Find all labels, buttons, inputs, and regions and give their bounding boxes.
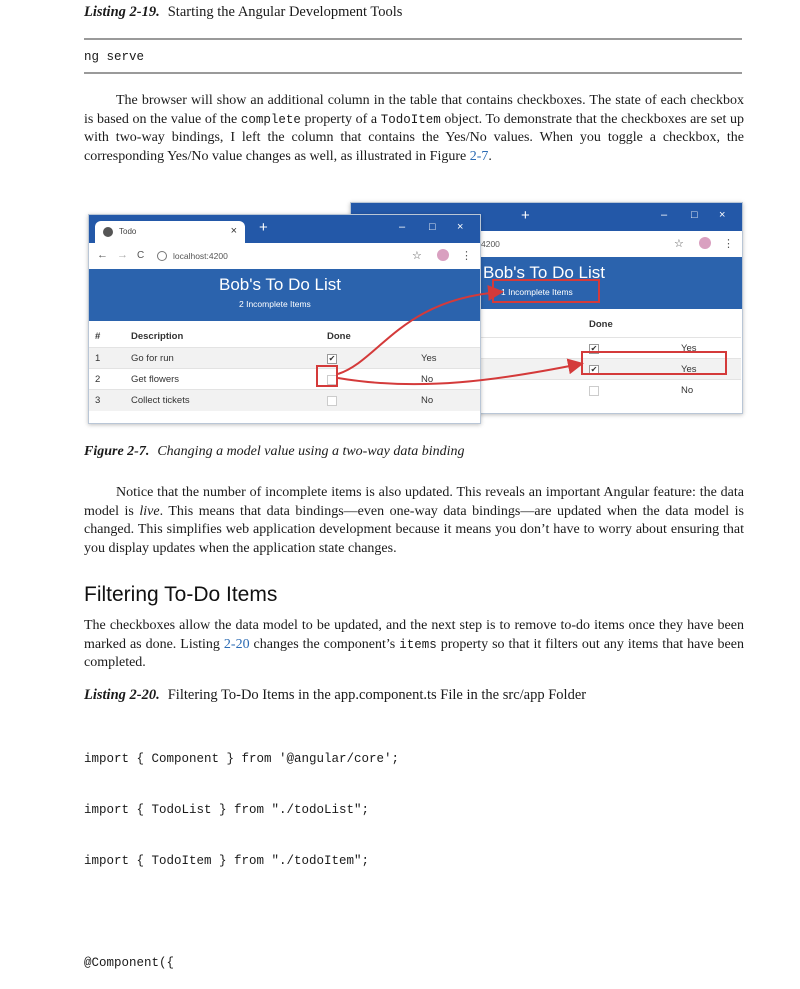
code-line: import { TodoItem } from "./todoItem";: [84, 854, 370, 868]
code-line: ng serve: [84, 50, 145, 64]
row-description: Get flowers: [131, 374, 180, 385]
column-header-done: Done: [327, 331, 351, 342]
code-line: @Component({: [84, 956, 175, 970]
body-paragraph: Notice that the number of incomplete items is also updated. This reveals an important Angular feature: the data model is live. This means that data bindings—even one-way data bindings—are updated when the data model is changed. This simplifies web application development because it means you don’t have to worry about ensuring that you display updates when the application state changes.: [84, 485, 744, 556]
highlight-box-count: [493, 280, 599, 302]
page-heading: Bob's To Do List: [219, 275, 341, 294]
menu-icon[interactable]: ⋮: [723, 238, 734, 250]
maximize-icon[interactable]: □: [691, 209, 698, 221]
page-heading: Bob's To Do List: [483, 263, 605, 282]
incomplete-count: 1 Incomplete Items: [501, 287, 573, 297]
column-header-number: #: [95, 331, 101, 342]
highlight-box-checkbox: [317, 366, 337, 386]
code-line: import { TodoList } from "./todoList";: [84, 803, 370, 817]
column-header-description: Description: [131, 331, 184, 342]
body-paragraph: The checkboxes allow the data model to be updated, and the next step is to remove to-do items once they have been marked as done. Listing 2-20 changes the component’s items property so that it filters out any items that have been completed.: [84, 618, 744, 670]
listing-title: Starting the Angular Development Tools: [167, 4, 403, 20]
listing-label: Listing 2-19.: [84, 4, 160, 20]
listing-reference-link[interactable]: 2-20: [223, 636, 250, 652]
maximize-icon[interactable]: □: [429, 221, 436, 233]
code-line-blank: [84, 904, 399, 921]
row-number: 2: [95, 374, 101, 385]
star-icon[interactable]: ☆: [412, 250, 422, 262]
code-line: import { Component } from '@angular/core';: [84, 752, 400, 766]
done-value: Yes: [681, 343, 697, 354]
inline-code: TodoItem: [380, 112, 441, 127]
listing-caption: [84, 687, 586, 704]
section-heading: Filtering To-Do Items: [84, 583, 278, 606]
menu-icon[interactable]: ⋮: [461, 250, 472, 262]
minimize-icon[interactable]: –: [399, 221, 406, 233]
body-paragraph: The browser will show an additional column in the table that contains checkboxes. The state of each checkbox is based on the value of the complete property of a TodoItem object. To demonstrate that the checkboxes are set up with two-way bindings, I left the column that contains the Yes/No values. When you toggle a checkbox, the corresponding Yes/No value changes as well, as illustrated in Figure 2-7.: [84, 93, 744, 164]
figure-title: Changing a model value using a two-way data binding: [157, 444, 465, 459]
incomplete-count: 2 Incomplete Items: [239, 299, 311, 309]
url-text[interactable]: localhost:4200: [173, 251, 228, 261]
figure: [0, 0, 800, 440]
done-value: No: [681, 385, 694, 396]
new-tab-icon[interactable]: +: [521, 207, 530, 224]
arrow-to-count: [338, 292, 500, 374]
listing-label: Listing 2-20.: [84, 687, 160, 703]
figure-reference-link[interactable]: 2-7: [469, 148, 489, 164]
code-block: [84, 717, 399, 989]
tab-title: Todo: [119, 227, 137, 236]
done-value: No: [421, 374, 434, 385]
done-checkbox[interactable]: ✔: [590, 365, 598, 374]
forward-icon[interactable]: →: [117, 249, 128, 261]
column-header-done: Done: [589, 319, 613, 330]
row-description: Go for run: [131, 353, 174, 364]
new-tab-icon[interactable]: +: [259, 219, 268, 236]
done-value: No: [421, 395, 434, 406]
reload-icon[interactable]: C: [137, 250, 145, 261]
inline-code: complete: [240, 112, 301, 127]
url-text[interactable]: 4200: [481, 239, 500, 249]
tab-close-icon[interactable]: ×: [230, 225, 237, 237]
close-icon[interactable]: ×: [719, 209, 726, 221]
arrow-to-row: [338, 364, 580, 384]
listing-title: Filtering To-Do Items in the app.component.ts File in the src/app Folder: [167, 687, 587, 703]
done-checkbox[interactable]: ✔: [328, 354, 336, 363]
minimize-icon[interactable]: –: [661, 209, 668, 221]
row-number: 3: [95, 395, 101, 406]
done-value: Yes: [681, 364, 697, 375]
highlight-box-row: [582, 352, 726, 374]
inline-code: items: [399, 637, 437, 652]
row-description: Collect tickets: [131, 395, 190, 406]
done-checkbox[interactable]: ✔: [590, 344, 598, 353]
figure-label: Figure 2-7.: [84, 444, 150, 459]
row-number: 1: [95, 353, 101, 364]
star-icon[interactable]: ☆: [674, 238, 684, 250]
annotation-overlay: [0, 0, 800, 440]
close-icon[interactable]: ×: [457, 221, 464, 233]
emphasis: live: [139, 503, 160, 519]
back-icon[interactable]: ←: [97, 249, 108, 261]
done-value: Yes: [421, 353, 437, 364]
figure-caption: [84, 444, 465, 460]
